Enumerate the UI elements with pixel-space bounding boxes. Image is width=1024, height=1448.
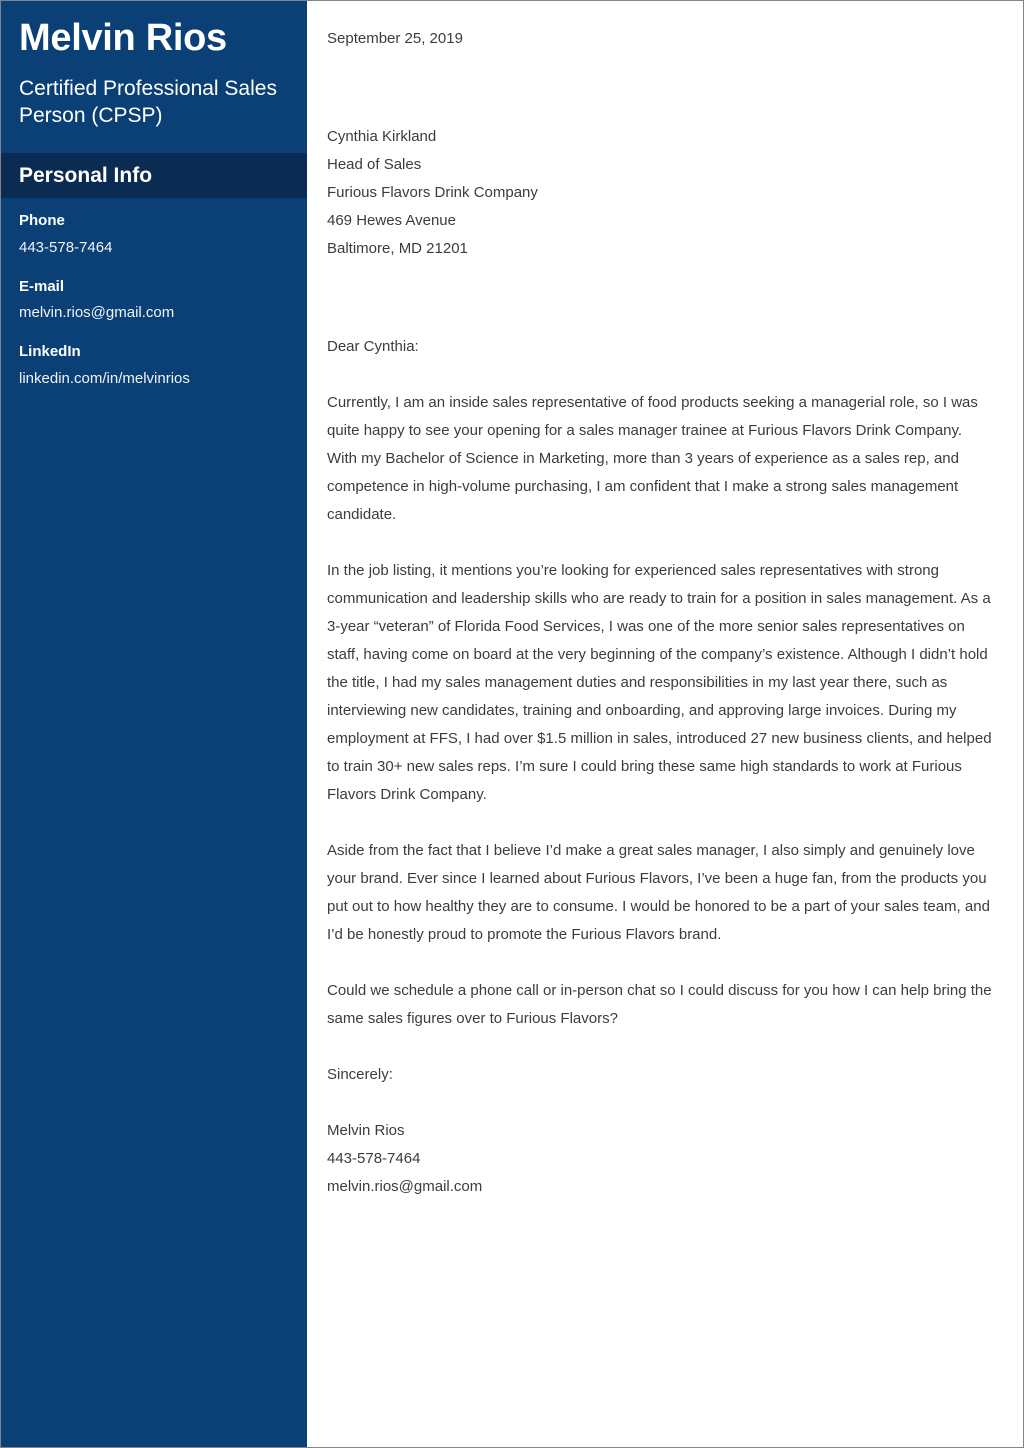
salutation: Dear Cynthia:: [327, 338, 419, 355]
recipient-city-state-zip: Baltimore, MD 21201: [327, 240, 468, 257]
signature-name: Melvin Rios: [327, 1122, 405, 1139]
personal-info-heading: Personal Info: [19, 164, 153, 187]
contact-item-linkedin: [19, 341, 289, 389]
contact-value-linkedin[interactable]: linkedin.com/in/melvinrios: [19, 369, 190, 387]
sidebar-header: [1, 1, 307, 130]
recipient-job-title: Head of Sales: [327, 156, 422, 173]
contact-value-email[interactable]: melvin.rios@gmail.com: [19, 304, 175, 321]
recipient-block: [327, 123, 995, 263]
recipient-company: Furious Flavors Drink Company: [327, 184, 538, 201]
body-paragraph-2: In the job listing, it mentions you’re looking for experienced sales representatives with strong communication and leadership skills who are ready to train for a position in sales management. As a 3-year “veteran” of Florida Food Services, I was one of the more senior sales representatives on staff, having come on board at the very beginning of the company’s existence. Although I didn’t hold the title, I had my sales management duties and responsibilities in my last year there, such as interviewing new candidates, training and onboarding, and approving large invoices. During my employment at FFS, I had over $1.5 million in sales, introduced 27 new business clients, and helped to train 30+ new sales reps. I’m sure I could bring these same high standards to work at Furious Flavors Drink Company.: [327, 562, 992, 803]
letter-body: [307, 1, 1023, 1447]
letter-date: September 25, 2019: [327, 30, 463, 47]
contact-label-phone: Phone: [19, 212, 65, 229]
recipient-street: 469 Hewes Avenue: [327, 212, 456, 229]
candidate-title: Certified Professional Sales Person (CPSP): [19, 76, 277, 128]
contact-value-phone[interactable]: 443-578-7464: [19, 238, 113, 256]
signature-block: [327, 1117, 995, 1201]
candidate-name: Melvin Rios: [19, 17, 227, 59]
contact-item-email: [19, 276, 289, 324]
contact-label-linkedin: LinkedIn: [19, 343, 81, 360]
body-paragraph-3: Aside from the fact that I believe I’d make a great sales manager, I also simply and genuinely love your brand. Ever since I learned about Furious Flavors, I’ve been a huge fan, from the products you put out to how healthy they are to consume. I would be honored to be a part of your sales team, and I’d be honestly proud to promote the Furious Flavors brand.: [327, 842, 990, 943]
closing-salutation: Sincerely:: [327, 1066, 393, 1083]
body-paragraph-1: Currently, I am an inside sales representative of food products seeking a managerial role, so I was quite happy to see your opening for a sales manager trainee at Furious Flavors Drink Company. With my Bachelor of Science in Marketing, more than 3 years of experience as a sales rep, and competence in high-volume purchasing, I am confident that I make a strong sales management candidate.: [327, 394, 978, 523]
signature-email[interactable]: melvin.rios@gmail.com: [327, 1178, 483, 1195]
body-paragraph-4: Could we schedule a phone call or in-person chat so I could discuss for you how I can help bring the same sales figures over to Furious Flavors?: [327, 982, 992, 1027]
signature-phone[interactable]: 443-578-7464: [327, 1150, 421, 1167]
contact-label-email: E-mail: [19, 277, 65, 295]
personal-info-band: [1, 153, 307, 198]
contact-item-phone: [19, 210, 289, 258]
sidebar: [1, 1, 307, 1447]
contact-list: [1, 210, 307, 407]
recipient-name: Cynthia Kirkland: [327, 128, 437, 145]
